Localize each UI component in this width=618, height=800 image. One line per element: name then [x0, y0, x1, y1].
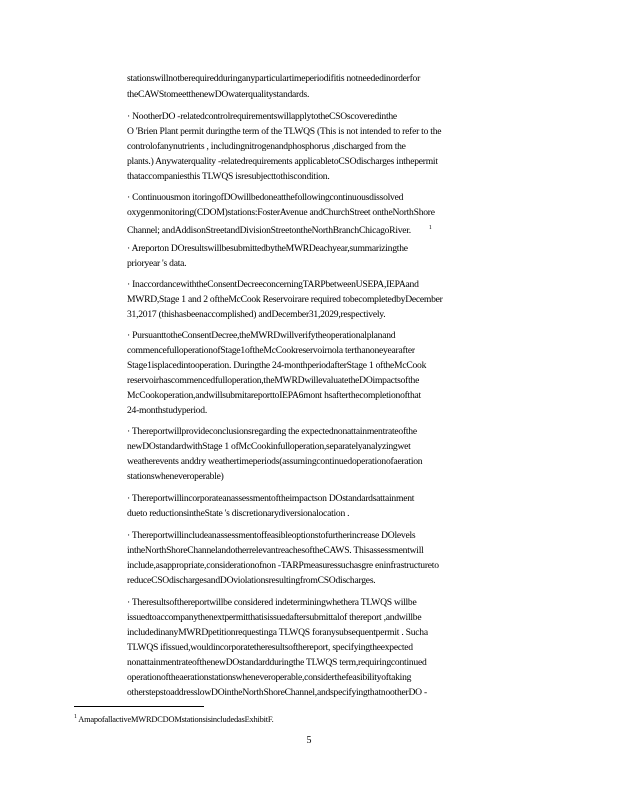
- text-line: reservoirhascommencedfulloperation,theMWRDwillevaluatetheDOimpactsofthe: [127, 375, 420, 386]
- text-line: stationswillnotberequiredduringanyparticulartimeperiodifitis notneededinorderfor: [127, 73, 421, 84]
- text-line: thataccompaniesthis TLWQS isresubjecttothiscondition.: [127, 171, 330, 182]
- text-line: · Continuousmon itoringofDOwillbedoneatthefollowingcontinuousdissolved: [127, 192, 404, 203]
- text-line: operationoftheaerationstationswheneveroperable,considerthefeasibilityoftaking: [127, 672, 412, 683]
- footnote-reference: 1: [428, 225, 432, 231]
- text-line: intheNorthShoreChannelandotherrelevantreachesoftheCAWS. Thisassessmentwill: [127, 545, 424, 556]
- footnote-number: 1: [74, 714, 77, 720]
- text-line: include,asappropriate,considerationofnon -TARPmeasuressuchasgre eninfrastructureto: [127, 560, 439, 571]
- footnote-text: AmapofallactiveMWRDCDOMstationsisincludedasExhibitF.: [78, 715, 274, 724]
- text-line: controlofanynutrients , includingnitrogenandphosphorus ,discharged from the: [127, 141, 406, 152]
- text-line: · Areporton DOresultswillbesubmittedbytheMWRDeachyear,summarizingthe: [127, 243, 408, 254]
- text-line: · NootherDO -relatedcontrolrequirementswillapplytotheCSOscoveredinthe: [127, 111, 397, 122]
- text-line: newDOstandardwithStage 1 ofMcCookinfulloperation,separatelyanalyzingwet: [127, 441, 411, 452]
- text-line: · Thereportwillincludeanassessmentoffeasibleoptionstofurtherincrease DOlevels: [127, 530, 416, 541]
- text-line: includedinanyMWRDpetitionrequestinga TLWQS foranysubsequentpermit . Sucha: [127, 627, 428, 638]
- text-line: 31,2017 (thishasbeenaccomplished) andDecember31,2029,respectively.: [127, 309, 386, 320]
- text-line: dueto reductionsintheState 's discretionarydiversionalocation .: [127, 508, 350, 519]
- text-line: weatherevents anddry weathertimeperiods(assumingcontinuedoperationofaeration: [127, 456, 423, 467]
- footnote: [74, 712, 274, 725]
- text-line: MWRD,Stage 1 and 2 oftheMcCook Reservoirare required tobecompletedbyDecember: [127, 294, 443, 305]
- text-line: · PursuanttotheConsentDecree,theMWRDwillverifytheoperationalplanand: [127, 330, 396, 341]
- page-number: 5: [306, 735, 312, 746]
- text-line: · Thereportwillprovideconclusionsregarding the expectednonattainmentrateofthe: [127, 426, 417, 437]
- text-line: McCookoperation,andwillsubmitareporttoIEPA6mont hsafterthecompletionofthat: [127, 390, 421, 401]
- text-line: O 'Brien Plant permit duringthe term of the TLWQS (This is not intended to refer to the: [127, 126, 442, 137]
- text-line: Stage1isplacedintooperation. Duringthe 24-monthperiodafterStage 1 oftheMcCook: [127, 360, 427, 371]
- text-line: issuedtoaccompanythenextpermitthatisissuedaftersubmittalof thereport ,andwillbe: [127, 612, 422, 623]
- text-line: · Thereportwillincorporateanassessmentoftheimpactson DOstandardsattainment: [127, 493, 415, 504]
- footnote-divider: [74, 706, 204, 707]
- text-line: prioryear 's data.: [127, 258, 187, 269]
- text-line: TLWQS ifissued,wouldincorporatetheresultsofthereport, specifyingtheexpected: [127, 642, 413, 653]
- text-line: otherstepstoaddresslowDOintheNorthShoreChannel,andspecifyingthatnootherDO -: [127, 687, 427, 698]
- text-line: reduceCSOdischargesandDOviolationsresultingfromCSOdischarges.: [127, 575, 376, 586]
- text-span: Channel; andAddisonStreetandDivisionStreetontheNorthBranchChicagoRiver.: [127, 225, 411, 236]
- text-line: 24-monthstudyperiod.: [127, 405, 208, 416]
- text-line: commencefulloperationofStage1oftheMcCookreservoirnola terthanoneyearafter: [127, 345, 415, 356]
- text-line: plants.) Anywaterquality -relatedrequirements applicabletoCSOdischarges inthepermit: [127, 156, 438, 167]
- text-line: oxygenmonitoring(CDOM)stations:FosterAvenue andChurchStreet ontheNorthShore: [127, 207, 435, 218]
- text-line: · InaccordancewiththeConsentDecreeconcerningTARPbetweenUSEPA,IEPAand: [127, 279, 419, 290]
- text-line: nonattainmentrateofthenewDOstandardduringthe TLWQS term,requiringcontinued: [127, 657, 427, 668]
- text-line: · Theresultsofthereportwillbe considered indeterminingwhethera TLWQS willbe: [127, 597, 417, 608]
- text-line: stationswheneveroperable): [127, 471, 224, 482]
- text-line: theCAWStomeetthenewDOwaterqualitystandards.: [127, 89, 310, 100]
- text-line: [127, 222, 539, 237]
